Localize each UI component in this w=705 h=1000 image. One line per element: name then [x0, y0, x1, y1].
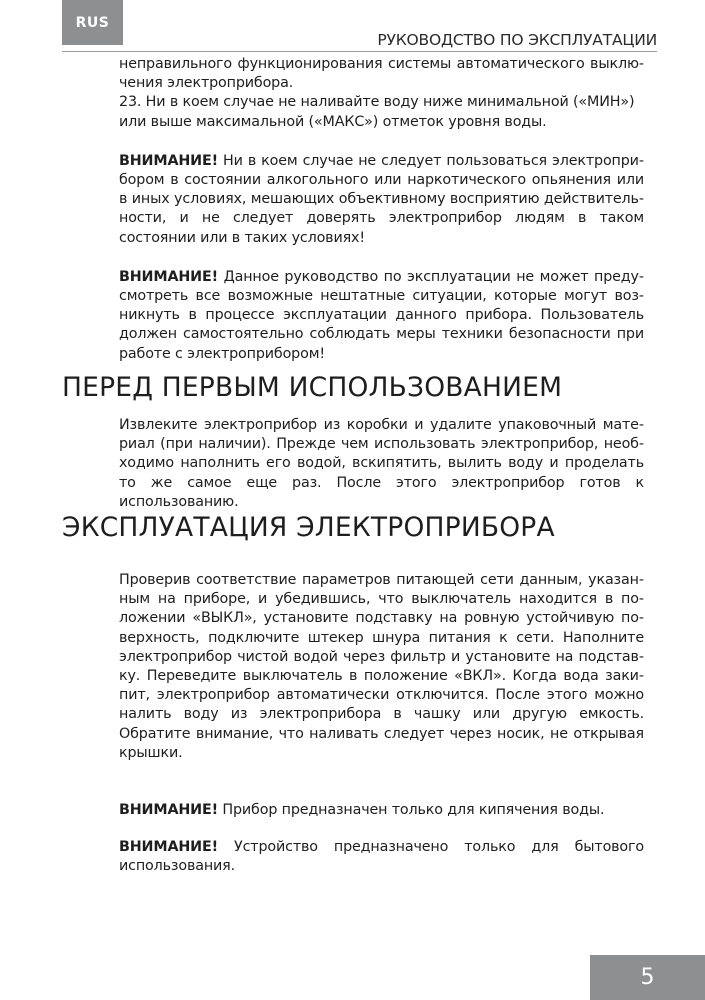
warning-paragraph-1 — [119, 152, 644, 248]
operation-section — [119, 571, 644, 877]
heading-operation: ЭКСПЛУАТАЦИЯ ЭЛЕКТРОПРИБОРА — [62, 512, 555, 543]
warning-label: ВНИМАНИЕ! — [119, 802, 218, 819]
first-use-paragraph: Извлеките электроприбор из коробки и удалите упаковочный материал (при наличии). Прежде чем использовать электроприбор, необходимо наполнить его водой, вскипятить, вылить воду и проделать то же самое еще раз. После этого электроприбор готов к использованию. — [119, 417, 644, 510]
warning-label: ВНИМАНИЕ! — [119, 268, 218, 285]
running-header-title: РУКОВОДСТВО ПО ЭКСПЛУАТАЦИИ — [377, 31, 657, 49]
intro-section — [119, 55, 644, 364]
page-number: 5 — [590, 955, 705, 1000]
warning-text: Ни в коем случае не следует пользоваться электроприбором в состоянии алкогольного или наркотического опьянения или в иных условиях, мешающих объективному восприятию действительности, и не следует доверять электроприбор людям в таком состоянии или в таких условиях! — [119, 152, 644, 246]
operation-paragraph: Проверив соответствие параметров питающей сети данным, указанным на приборе, и убедившись, что выключатель находится в положении «ВЫКЛ», установите подставку на ровную устойчивую поверхность, подключите штекер шнура питания к сети. Наполните электроприбор чистой водой через фильтр и установите на подставку. Переведите выключатель в положение «ВКЛ». Когда вода закипит, электроприбор автоматически отключится. После этого можно налить воду из электроприбора в чашку или другую емкость. Обратите внимание, что наливать следует через носик, не открывая крышки. — [119, 572, 644, 761]
warning-paragraph-2 — [119, 268, 644, 364]
warning-paragraph-3 — [119, 801, 644, 820]
first-use-section — [119, 416, 644, 512]
continuation-paragraph: неправильного функционирования системы автоматического выключения электроприбора. — [119, 56, 644, 92]
warning-text: Устройство предназначено только для бытового использования. — [119, 839, 644, 875]
header-divider — [62, 51, 657, 52]
warning-label: ВНИМАНИЕ! — [119, 839, 218, 856]
language-tab: RUS — [62, 0, 123, 45]
warning-text: Данное руководство по эксплуатации не может предусмотреть все возможные нештатные ситуации, которые могут возникнуть в процессе эксплуатации данного прибора. Пользователь должен самостоятельно соблюдать меры техники безопасности при работе с электроприбором! — [119, 268, 644, 362]
warning-paragraph-4 — [119, 838, 644, 876]
warning-text: Прибор предназначен только для кипячения воды. — [218, 802, 605, 819]
heading-first-use: ПЕРЕД ПЕРВЫМ ИСПОЛЬЗОВАНИЕМ — [62, 372, 563, 403]
list-item-23: 23. Ни в коем случае не наливайте воду ниже минимальной («МИН») или выше максимальной («МАКС») отметок уровня воды. — [119, 94, 635, 130]
warning-label: ВНИМАНИЕ! — [119, 152, 218, 169]
